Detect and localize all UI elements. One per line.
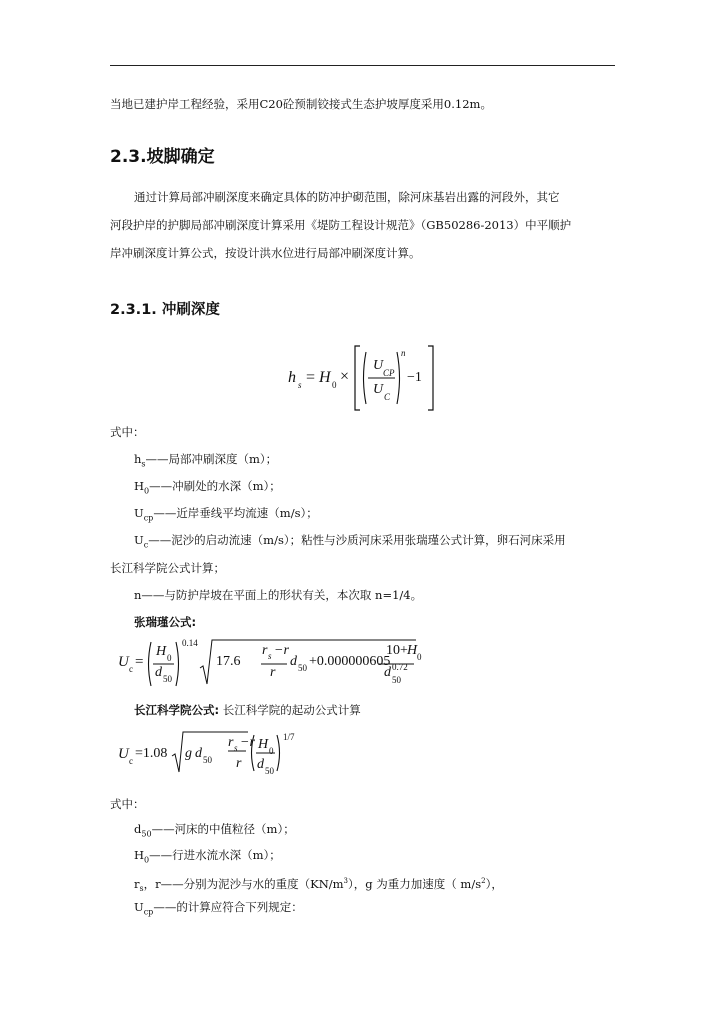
f2-num2-h: H — [407, 643, 418, 658]
zhang-formula-label: 张瑞瑾公式: — [134, 615, 197, 629]
f3-lhs-sub: c — [129, 756, 133, 766]
sub-heading: 2.3.1. 冲刷深度 — [110, 302, 220, 318]
f2-lhs: U — [118, 654, 129, 670]
def-hs-text: ——局部冲刷深度（m）； — [145, 452, 278, 466]
def-d50-text: ——河床的中值粒径（m）； — [151, 822, 295, 836]
def-uc-continued: 长江科学院公式计算； — [110, 561, 225, 575]
f3-exp: 1/7 — [283, 732, 295, 742]
def-rs-sup2: 2 — [481, 877, 486, 885]
header-rule — [110, 65, 615, 66]
f2-d50b-sub: 50 — [298, 663, 307, 673]
f3-h0-sub: 0 — [269, 746, 274, 756]
def-h0-flow — [134, 848, 639, 867]
def-uc-sym: U — [134, 533, 144, 547]
f1-eq: = — [306, 369, 316, 386]
f1-brackets — [353, 342, 435, 414]
def-n: n——与防护岸坡在平面上的形状有关，本次取 n=1/4。 — [134, 588, 423, 602]
f1-h0: H — [319, 369, 331, 386]
def-h0-text: ——冲刷处的水深（m）； — [149, 479, 281, 493]
f2-d50-sub: 50 — [163, 674, 172, 684]
def-h0 — [134, 479, 639, 498]
f3-h0: H — [258, 737, 269, 752]
def-h0-flow-sub: 0 — [144, 855, 150, 865]
f2-plus-const: +0.000000605 — [309, 654, 391, 669]
def-hs — [134, 452, 639, 471]
f3-r: r — [236, 756, 242, 771]
f3-g: g — [185, 746, 192, 761]
f1-lhs-sub: s — [298, 380, 302, 390]
section-heading: 2.3.坡脚确定 — [110, 147, 215, 167]
def-uc — [134, 533, 639, 552]
def-h0-flow-sym: H — [134, 848, 145, 862]
section-paragraph-line-2: 河段护岸的护脚局部冲刷深度计算采用《堤防工程设计规范》（GB50286-2013）中平顺护 — [110, 218, 572, 232]
f2-h0-sub: 0 — [167, 653, 172, 663]
def-ucp — [134, 506, 639, 525]
f1-h0-sub: 0 — [332, 380, 337, 390]
f2-coef: 17.6 — [216, 654, 241, 669]
f1-den-sub: C — [384, 392, 391, 402]
f3-d-sub: 50 — [203, 755, 212, 765]
def-h0-sub: 0 — [144, 486, 150, 496]
f2-den2-sub: 50 — [392, 675, 401, 685]
f3-d50: d — [257, 757, 264, 772]
def-h0-sym: H — [134, 479, 145, 493]
f2-den2: d — [384, 665, 391, 680]
cj-label-bold: 长江科学院公式: — [134, 703, 220, 717]
f1-num: U — [373, 358, 384, 373]
f2-num2: 10+ — [386, 643, 408, 658]
def-rs-sup: 3 — [343, 877, 349, 885]
def-ucp-sub: cp — [143, 513, 154, 523]
section-paragraph-line-1: 通过计算局部冲刷深度来确定具体的防冲护砌范围，除河床基岩出露的河段外，其它 — [134, 190, 560, 204]
f2-exp: 0.14 — [182, 638, 198, 648]
cj-formula-label — [134, 703, 639, 717]
def-ucp-rule-sub: cp — [143, 907, 154, 917]
formula-zhang — [118, 634, 422, 690]
def-rs-sym: r — [134, 876, 140, 891]
def-d50-sub: 50 — [141, 829, 152, 839]
def-rs-r — [134, 874, 639, 896]
def-uc-text: ——泥沙的启动流速（m/s）；粘性与沙质河床采用张瑞瑾公式计算，卵石河床采用 — [148, 533, 566, 547]
f3-rs: r — [228, 735, 234, 750]
def-d50-sym: d — [134, 822, 142, 836]
f3-lhs: U — [118, 746, 129, 762]
def-d50 — [134, 822, 639, 841]
f2-r: r — [270, 665, 276, 680]
f1-num-sub: CP — [383, 368, 395, 378]
def-rs-text-a: ，r——分别为泥沙与水的重度（KN/m — [143, 876, 344, 891]
section-paragraph-line-3: 岸冲刷深度计算公式，按设计洪水位进行局部冲刷深度计算。 — [110, 246, 421, 260]
f2-rs-sub: s — [268, 651, 272, 661]
cj-label-rest: 长江科学院的起动公式计算 — [219, 703, 361, 717]
def-rs-text-b: ），g 为重力加速度（ m/s — [348, 876, 482, 891]
def-hs-sub: s — [141, 459, 146, 469]
formula-changjiang — [118, 730, 298, 782]
f3-rs-sub: s — [234, 743, 238, 753]
f2-eq: = — [135, 654, 144, 670]
intro-paragraph: 当地已建护岸工程经验，采用C20砼预制铰接式生态护坡厚度采用0.12m。 — [110, 97, 492, 111]
formula-scour-depth — [285, 342, 445, 414]
def-rs-text-c: ）， — [485, 876, 503, 891]
f3-eq: =1.08 — [135, 746, 168, 761]
f1-exp: n — [401, 348, 406, 358]
def-rs-sub: s — [139, 884, 144, 894]
f1-lhs: h — [288, 369, 296, 386]
def-ucp-rule-sym: U — [134, 900, 144, 914]
f3-minus-r: −r — [240, 735, 255, 750]
where-label-1: 式中： — [110, 425, 145, 439]
f2-d50b: d — [290, 654, 297, 669]
def-h0-flow-text: ——行进水流水深（m）； — [149, 848, 281, 862]
f2-num2-sub: 0 — [417, 652, 422, 662]
f2-rs: r — [262, 643, 268, 658]
f2-minus-r: −r — [274, 643, 289, 658]
f1-den: U — [373, 382, 384, 397]
f2-lhs-sub: c — [129, 664, 133, 674]
f1-minus-one: −1 — [407, 370, 422, 385]
def-hs-sym: h — [134, 452, 142, 466]
def-uc-sub: c — [143, 540, 149, 550]
def-ucp-sym: U — [134, 506, 144, 520]
where-label-2: 式中： — [110, 797, 145, 811]
f1-times: × — [340, 368, 350, 385]
f3-d: d — [195, 746, 202, 761]
f2-den2-exp: 0.72 — [392, 662, 408, 672]
def-ucp-rule-text: ——的计算应符合下列规定： — [153, 900, 303, 914]
f3-d50-sub: 50 — [265, 766, 274, 776]
f2-d50: d — [155, 665, 162, 680]
def-ucp-text: ——近岸垂线平均流速（m/s）； — [153, 506, 318, 520]
def-ucp-rule — [134, 900, 639, 919]
f2-h0: H — [156, 644, 167, 659]
